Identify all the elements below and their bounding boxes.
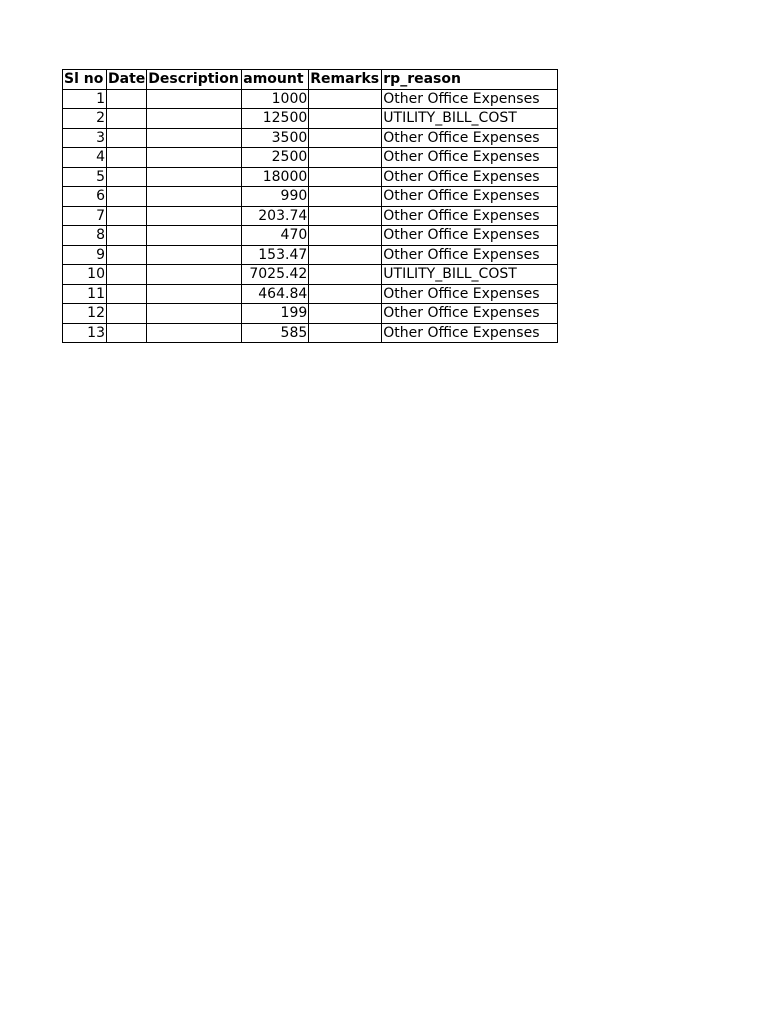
cell-remarks: [309, 284, 382, 304]
cell-description: [147, 109, 242, 129]
cell-amount: 1000: [242, 89, 309, 109]
cell-date: [107, 304, 147, 324]
cell-remarks: [309, 109, 382, 129]
cell-amount: 199: [242, 304, 309, 324]
table-row: [63, 128, 558, 148]
table-body: [63, 89, 558, 343]
header-rp-reason: rp_reason: [382, 70, 558, 90]
cell-description: [147, 89, 242, 109]
cell-sl-no: 4: [63, 148, 107, 168]
cell-rp-reason: Other Office Expenses: [382, 206, 558, 226]
cell-description: [147, 245, 242, 265]
cell-date: [107, 226, 147, 246]
cell-rp-reason: Other Office Expenses: [382, 284, 558, 304]
table-row: [63, 148, 558, 168]
table-row: [63, 89, 558, 109]
cell-rp-reason: Other Office Expenses: [382, 167, 558, 187]
cell-amount: 2500: [242, 148, 309, 168]
cell-rp-reason: Other Office Expenses: [382, 245, 558, 265]
cell-remarks: [309, 187, 382, 207]
header-row: [63, 70, 558, 90]
cell-sl-no: 9: [63, 245, 107, 265]
cell-amount: 464.84: [242, 284, 309, 304]
cell-description: [147, 304, 242, 324]
cell-amount: 990: [242, 187, 309, 207]
cell-rp-reason: Other Office Expenses: [382, 187, 558, 207]
cell-date: [107, 167, 147, 187]
cell-remarks: [309, 304, 382, 324]
cell-rp-reason: Other Office Expenses: [382, 323, 558, 343]
header-amount: amount: [242, 70, 309, 90]
table-row: [63, 323, 558, 343]
cell-remarks: [309, 89, 382, 109]
header-sl-no: Sl no: [63, 70, 107, 90]
cell-amount: 153.47: [242, 245, 309, 265]
cell-description: [147, 265, 242, 285]
table-row: [63, 265, 558, 285]
cell-description: [147, 323, 242, 343]
cell-rp-reason: UTILITY_BILL_COST: [382, 265, 558, 285]
cell-amount: 18000: [242, 167, 309, 187]
cell-sl-no: 10: [63, 265, 107, 285]
cell-sl-no: 8: [63, 226, 107, 246]
cell-date: [107, 187, 147, 207]
cell-sl-no: 7: [63, 206, 107, 226]
table-header: [63, 70, 558, 90]
cell-date: [107, 245, 147, 265]
table-row: [63, 284, 558, 304]
table-row: [63, 109, 558, 129]
cell-description: [147, 128, 242, 148]
cell-remarks: [309, 265, 382, 285]
header-remarks: Remarks: [309, 70, 382, 90]
cell-sl-no: 1: [63, 89, 107, 109]
cell-sl-no: 5: [63, 167, 107, 187]
table-row: [63, 206, 558, 226]
cell-amount: 585: [242, 323, 309, 343]
cell-remarks: [309, 148, 382, 168]
table-row: [63, 245, 558, 265]
cell-remarks: [309, 167, 382, 187]
cell-rp-reason: Other Office Expenses: [382, 304, 558, 324]
header-date: Date: [108, 71, 146, 88]
cell-remarks: [309, 226, 382, 246]
cell-date: [107, 323, 147, 343]
table-row: [63, 304, 558, 324]
cell-sl-no: 3: [63, 128, 107, 148]
cell-sl-no: 2: [63, 109, 107, 129]
cell-rp-reason: Other Office Expenses: [382, 89, 558, 109]
cell-date: [107, 284, 147, 304]
cell-description: [147, 206, 242, 226]
cell-remarks: [309, 323, 382, 343]
expense-table: [62, 69, 558, 343]
header-description: Description: [147, 70, 242, 90]
cell-date: [107, 109, 147, 129]
cell-description: [147, 167, 242, 187]
table-row: [63, 187, 558, 207]
cell-date: [107, 128, 147, 148]
cell-rp-reason: Other Office Expenses: [382, 128, 558, 148]
cell-remarks: [309, 245, 382, 265]
cell-rp-reason: Other Office Expenses: [382, 226, 558, 246]
cell-amount: 203.74: [242, 206, 309, 226]
cell-date: [107, 265, 147, 285]
cell-sl-no: 12: [63, 304, 107, 324]
cell-amount: 12500: [242, 109, 309, 129]
cell-description: [147, 148, 242, 168]
cell-rp-reason: UTILITY_BILL_COST: [382, 109, 558, 129]
cell-date: [107, 148, 147, 168]
cell-amount: 3500: [242, 128, 309, 148]
cell-date: [107, 206, 147, 226]
cell-rp-reason: Other Office Expenses: [382, 148, 558, 168]
cell-remarks: [309, 206, 382, 226]
cell-amount: 470: [242, 226, 309, 246]
cell-sl-no: 6: [63, 187, 107, 207]
cell-sl-no: 13: [63, 323, 107, 343]
cell-description: [147, 226, 242, 246]
table-row: [63, 226, 558, 246]
cell-date: [107, 89, 147, 109]
cell-amount: 7025.42: [242, 265, 309, 285]
table-row: [63, 167, 558, 187]
cell-description: [147, 187, 242, 207]
cell-description: [147, 284, 242, 304]
cell-remarks: [309, 128, 382, 148]
cell-sl-no: 11: [63, 284, 107, 304]
